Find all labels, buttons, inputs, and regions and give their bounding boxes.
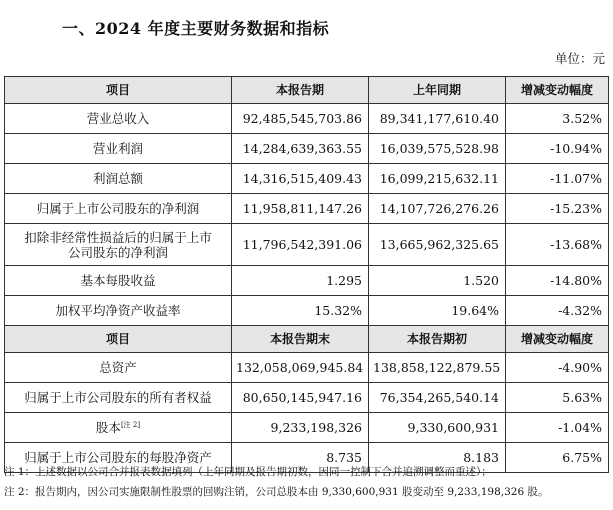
current-value: 14,284,639,363.55: [232, 134, 369, 164]
table-row: [5, 383, 609, 413]
footnote-2: 注 2：报告期内，因公司实施限制性股票的回购注销，公司总股本由 9,330,600,931 股变动至 9,233,198,326 股。: [4, 486, 549, 498]
column-header: 本报告期初: [369, 326, 506, 353]
row-label: 归属于上市公司股东的净利润: [5, 194, 232, 224]
table-row: [5, 296, 609, 326]
row-label: 营业总收入: [5, 104, 232, 134]
prior-value: 138,858,122,879.55: [369, 353, 506, 383]
row-label-line: 扣除非经常性损益后的归属于上市: [24, 229, 212, 245]
change-value: 6.75%: [506, 443, 609, 473]
prior-value: 16,039,575,528.98: [369, 134, 506, 164]
row-label: 归属于上市公司股东的每股净资产: [5, 443, 232, 473]
prior-value: 89,341,177,610.40: [369, 104, 506, 134]
row-label: 总资产: [5, 353, 232, 383]
current-value: 80,650,145,947.16: [232, 383, 369, 413]
row-label: 营业利润: [5, 134, 232, 164]
current-value: 92,485,545,703.86: [232, 104, 369, 134]
row-label-line: 公司股东的净利润: [67, 244, 168, 260]
table-row: [5, 266, 609, 296]
change-value: 5.63%: [506, 383, 609, 413]
prior-value: 13,665,962,325.65: [369, 224, 506, 266]
current-value: 11,796,542,391.06: [232, 224, 369, 266]
row-label: 归属于上市公司股东的所有者权益: [5, 383, 232, 413]
table-row: [5, 134, 609, 164]
prior-value: 9,330,600,931: [369, 413, 506, 443]
prior-value: 16,099,215,632.11: [369, 164, 506, 194]
column-header: 上年同期: [369, 77, 506, 104]
prior-value: 1.520: [369, 266, 506, 296]
change-value: -10.94%: [506, 134, 609, 164]
row-label-text: 股本: [95, 420, 121, 435]
column-header: 项目: [5, 326, 232, 353]
table-row: [5, 164, 609, 194]
table-row: [5, 104, 609, 134]
table-row: [5, 224, 609, 266]
change-value: -13.68%: [506, 224, 609, 266]
footnote-ref: [注 2]: [120, 421, 141, 429]
change-value: -14.80%: [506, 266, 609, 296]
prior-value: 8.183: [369, 443, 506, 473]
row-label: [5, 224, 232, 266]
table-header-row: [5, 326, 609, 353]
table-row: [5, 194, 609, 224]
column-header: 增减变动幅度: [506, 326, 609, 353]
table-row: [5, 353, 609, 383]
column-header: 项目: [5, 77, 232, 104]
change-value: -1.04%: [506, 413, 609, 443]
change-value: -4.32%: [506, 296, 609, 326]
financial-data-table: [4, 76, 609, 473]
column-header: 本报告期末: [232, 326, 369, 353]
current-value: 9,233,198,326: [232, 413, 369, 443]
prior-value: 14,107,726,276.26: [369, 194, 506, 224]
prior-value: 76,354,265,540.14: [369, 383, 506, 413]
table-row: [5, 413, 609, 443]
prior-value: 19.64%: [369, 296, 506, 326]
row-label: 利润总额: [5, 164, 232, 194]
current-value: 132,058,069,945.84: [232, 353, 369, 383]
change-value: -15.23%: [506, 194, 609, 224]
change-value: -11.07%: [506, 164, 609, 194]
current-value: 15.32%: [232, 296, 369, 326]
row-label: 加权平均净资产收益率: [5, 296, 232, 326]
unit-label: 单位：元: [554, 51, 605, 66]
footnote-1: 注 1：上述数据以公司合并报表数据填列（上年同期及报告期初数，因同一控制下合并追溯调整而重述）；: [4, 466, 492, 478]
footnotes: [4, 462, 610, 502]
row-label: 基本每股收益: [5, 266, 232, 296]
table-header-row: [5, 77, 609, 104]
current-value: 14,316,515,409.43: [232, 164, 369, 194]
section-title: 一、2024 年度主要财务数据和指标: [62, 19, 330, 38]
row-label: [5, 413, 232, 443]
current-value: 11,958,811,147.26: [232, 194, 369, 224]
column-header: 本报告期: [232, 77, 369, 104]
current-value: 8.735: [232, 443, 369, 473]
current-value: 1.295: [232, 266, 369, 296]
column-header: 增减变动幅度: [506, 77, 609, 104]
change-value: -4.90%: [506, 353, 609, 383]
change-value: 3.52%: [506, 104, 609, 134]
